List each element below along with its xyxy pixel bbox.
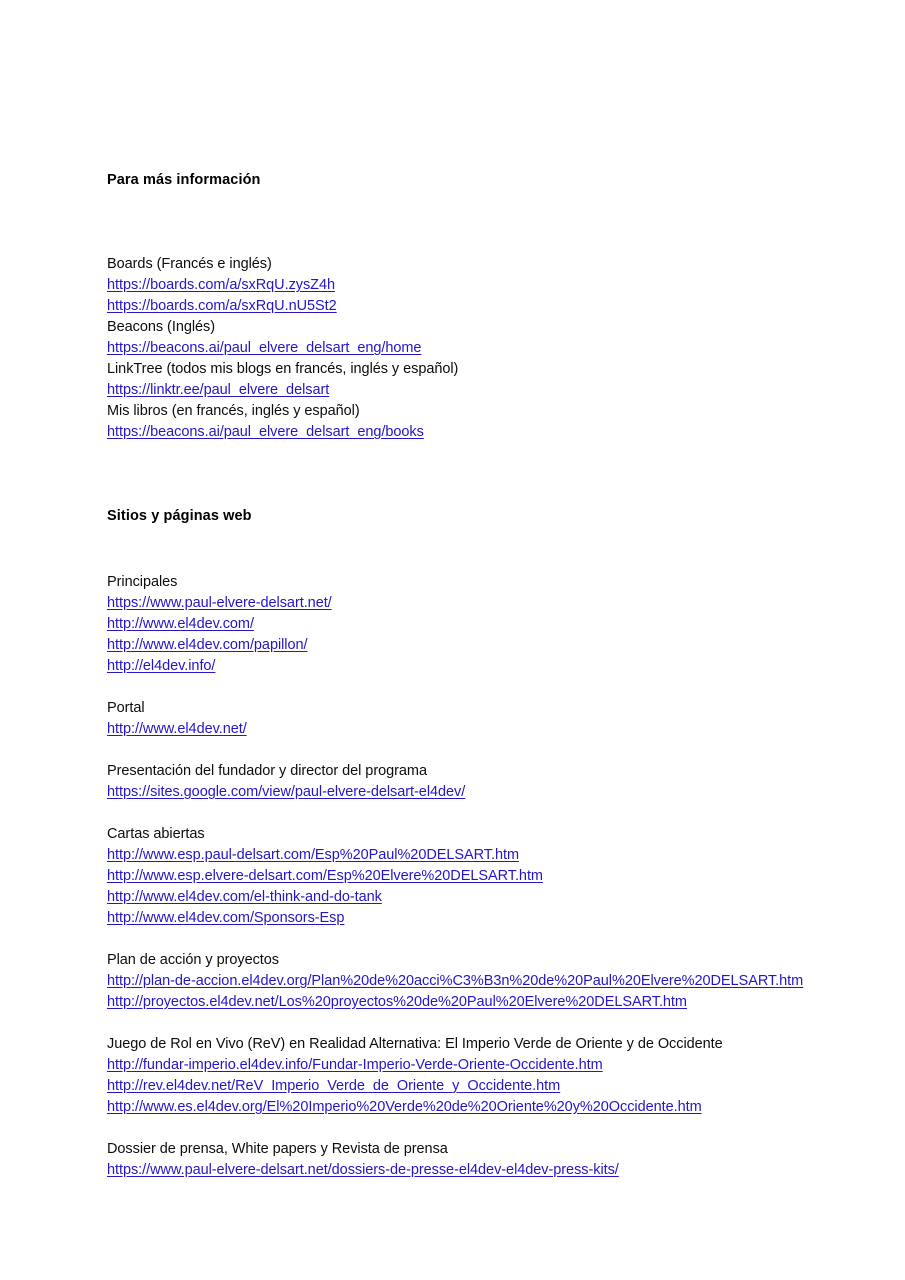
link-boards-1[interactable]: https://boards.com/a/sxRqU.zysZ4h [107,277,336,293]
group-label: Cartas abiertas [107,826,205,842]
section-heading-informacion: Para más información [107,172,261,188]
link-beacons-home[interactable]: https://beacons.ai/paul_elvere_delsart_eng/home [107,340,422,356]
group-label: Portal [107,700,145,716]
group-label: Dossier de prensa, White papers y Revista de prensa [107,1141,448,1157]
group-label: Principales [107,574,178,590]
spacer [107,740,807,761]
link-es-imperio[interactable]: http://www.es.el4dev.org/El%20Imperio%20Verde%20de%20Oriente%20y%20Occidente.htm [107,1099,702,1115]
section-heading-sitios: Sitios y páginas web [107,508,252,524]
link-proyectos[interactable]: http://proyectos.el4dev.net/Los%20proyectos%20de%20Paul%20Elvere%20DELSART.htm [107,994,687,1010]
group-juego-de-rol [107,1034,807,1118]
group-label: Presentación del fundador y director del programa [107,763,427,779]
link-carta-2[interactable]: http://www.esp.elvere-delsart.com/Esp%20Elvere%20DELSART.htm [107,868,543,884]
link-principal-2[interactable]: http://www.el4dev.com/ [107,616,254,632]
group-label: Boards (Francés e inglés) [107,256,272,272]
group-principales [107,572,807,677]
group-label: LinkTree (todos mis blogs en francés, inglés y español) [107,361,459,377]
group-portal [107,698,807,740]
link-principal-4[interactable]: http://el4dev.info/ [107,658,216,674]
spacer [107,1118,807,1139]
link-boards-2[interactable]: https://boards.com/a/sxRqU.nU5St2 [107,298,337,314]
link-linktree[interactable]: https://linktr.ee/paul_elvere_delsart [107,382,330,398]
spacer [107,527,807,572]
group-label: Plan de acción y proyectos [107,952,279,968]
link-beacons-books[interactable]: https://beacons.ai/paul_elvere_delsart_eng/books [107,424,424,440]
link-plan-de-accion[interactable]: http://plan-de-accion.el4dev.org/Plan%20de%20acci%C3%B3n%20de%20Paul%20Elvere%20DELSART.htm [107,973,804,989]
spacer [107,1013,807,1034]
spacer [107,443,807,506]
group-label: Juego de Rol en Vivo (ReV) en Realidad Alternativa: El Imperio Verde de Oriente y de Occidente [107,1036,723,1052]
document-body [107,170,807,1181]
group-label: Mis libros (en francés, inglés y español) [107,403,360,419]
link-principal-1[interactable]: https://www.paul-elvere-delsart.net/ [107,595,332,611]
spacer [107,803,807,824]
spacer [107,677,807,698]
link-dossier-prensa[interactable]: https://www.paul-elvere-delsart.net/dossiers-de-presse-el4dev-el4dev-press-kits/ [107,1162,619,1178]
group-boards [107,254,807,317]
spacer [107,929,807,950]
link-carta-1[interactable]: http://www.esp.paul-delsart.com/Esp%20Paul%20DELSART.htm [107,847,519,863]
link-principal-3[interactable]: http://www.el4dev.com/papillon/ [107,637,308,653]
group-mis-libros [107,401,807,443]
group-label: Beacons (Inglés) [107,319,216,335]
group-dossier-prensa [107,1139,807,1181]
group-beacons [107,317,807,359]
group-cartas-abiertas [107,824,807,929]
link-carta-3[interactable]: http://www.el4dev.com/el-think-and-do-tank [107,889,382,905]
spacer [107,191,807,254]
link-portal[interactable]: http://www.el4dev.net/ [107,721,247,737]
link-carta-4[interactable]: http://www.el4dev.com/Sponsors-Esp [107,910,345,926]
group-plan-de-accion [107,950,807,1013]
link-fundar-imperio[interactable]: http://fundar-imperio.el4dev.info/Fundar-Imperio-Verde-Oriente-Occidente.htm [107,1057,603,1073]
link-rev-imperio[interactable]: http://rev.el4dev.net/ReV_Imperio_Verde_de_Oriente_y_Occidente.htm [107,1078,561,1094]
group-presentacion [107,761,807,803]
group-linktree [107,359,807,401]
link-presentacion[interactable]: https://sites.google.com/view/paul-elvere-delsart-el4dev/ [107,784,466,800]
